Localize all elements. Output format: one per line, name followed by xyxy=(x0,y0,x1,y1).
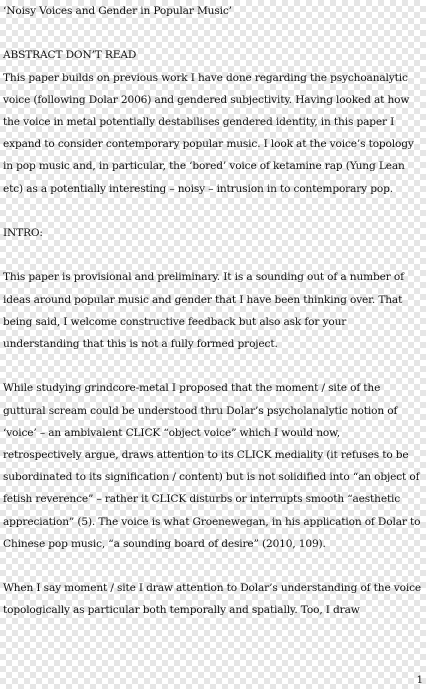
intro-paragraph-3: When I say moment / site I draw attention to Dolar’s understanding of the voice topologically as particular both temporally and spatially. Too, I draw xyxy=(3,582,421,617)
abstract-heading: ABSTRACT DON’T READ xyxy=(3,49,137,62)
spacer xyxy=(3,244,421,266)
document-title: ‘Noisy Voices and Gender in Popular Music’ xyxy=(3,5,232,17)
spacer xyxy=(3,355,421,377)
abstract-paragraph: This paper builds on previous work I have done regarding the psychoanalytic voice (following Dolar 2006) and gendered subjectivity. Having looked at how the voice in metal potentially destabilises gendered identity, in this paper I expand to consider contemporary popular music. I look at the voice’s topology in pop music and, in particular, the ‘bored’ voice of ketamine rap (Yung Lean etc) as a potentially interesting – noisy – intrusion in to contemporary pop. xyxy=(3,71,414,195)
document-page xyxy=(3,0,421,622)
spacer xyxy=(3,555,421,577)
page-number: 1 xyxy=(416,675,423,686)
intro-paragraph-1: This paper is provisional and preliminary. It is a sounding out of a number of ideas around popular music and gender that I have been thinking over. That being said, I welcome constructive feedback but also ask for your understanding that this is not a fully formed project. xyxy=(3,271,404,350)
intro-paragraph-2: While studying grindcore-metal I proposed that the moment / site of the guttural scream could be understood thru Dolar’s psycholanalytic notion of ‘voice’ – an ambivalent CLICK “object voice” which I would now, retrospectively argue, draws attention to its CLICK mediality (it refuses to be subordinated to its signification / content) but is not solidified into “an object of fetish reverence” – rather it CLICK disturbs or interrupts smooth “aesthetic appreciation” (5). The voice is what Groenewegan, in his application of Dolar to Chinese pop music, “a sounding board of desire” (2010, 109). xyxy=(3,382,421,550)
spacer xyxy=(3,22,421,44)
spacer xyxy=(3,200,421,222)
intro-heading: INTRO: xyxy=(3,227,43,239)
